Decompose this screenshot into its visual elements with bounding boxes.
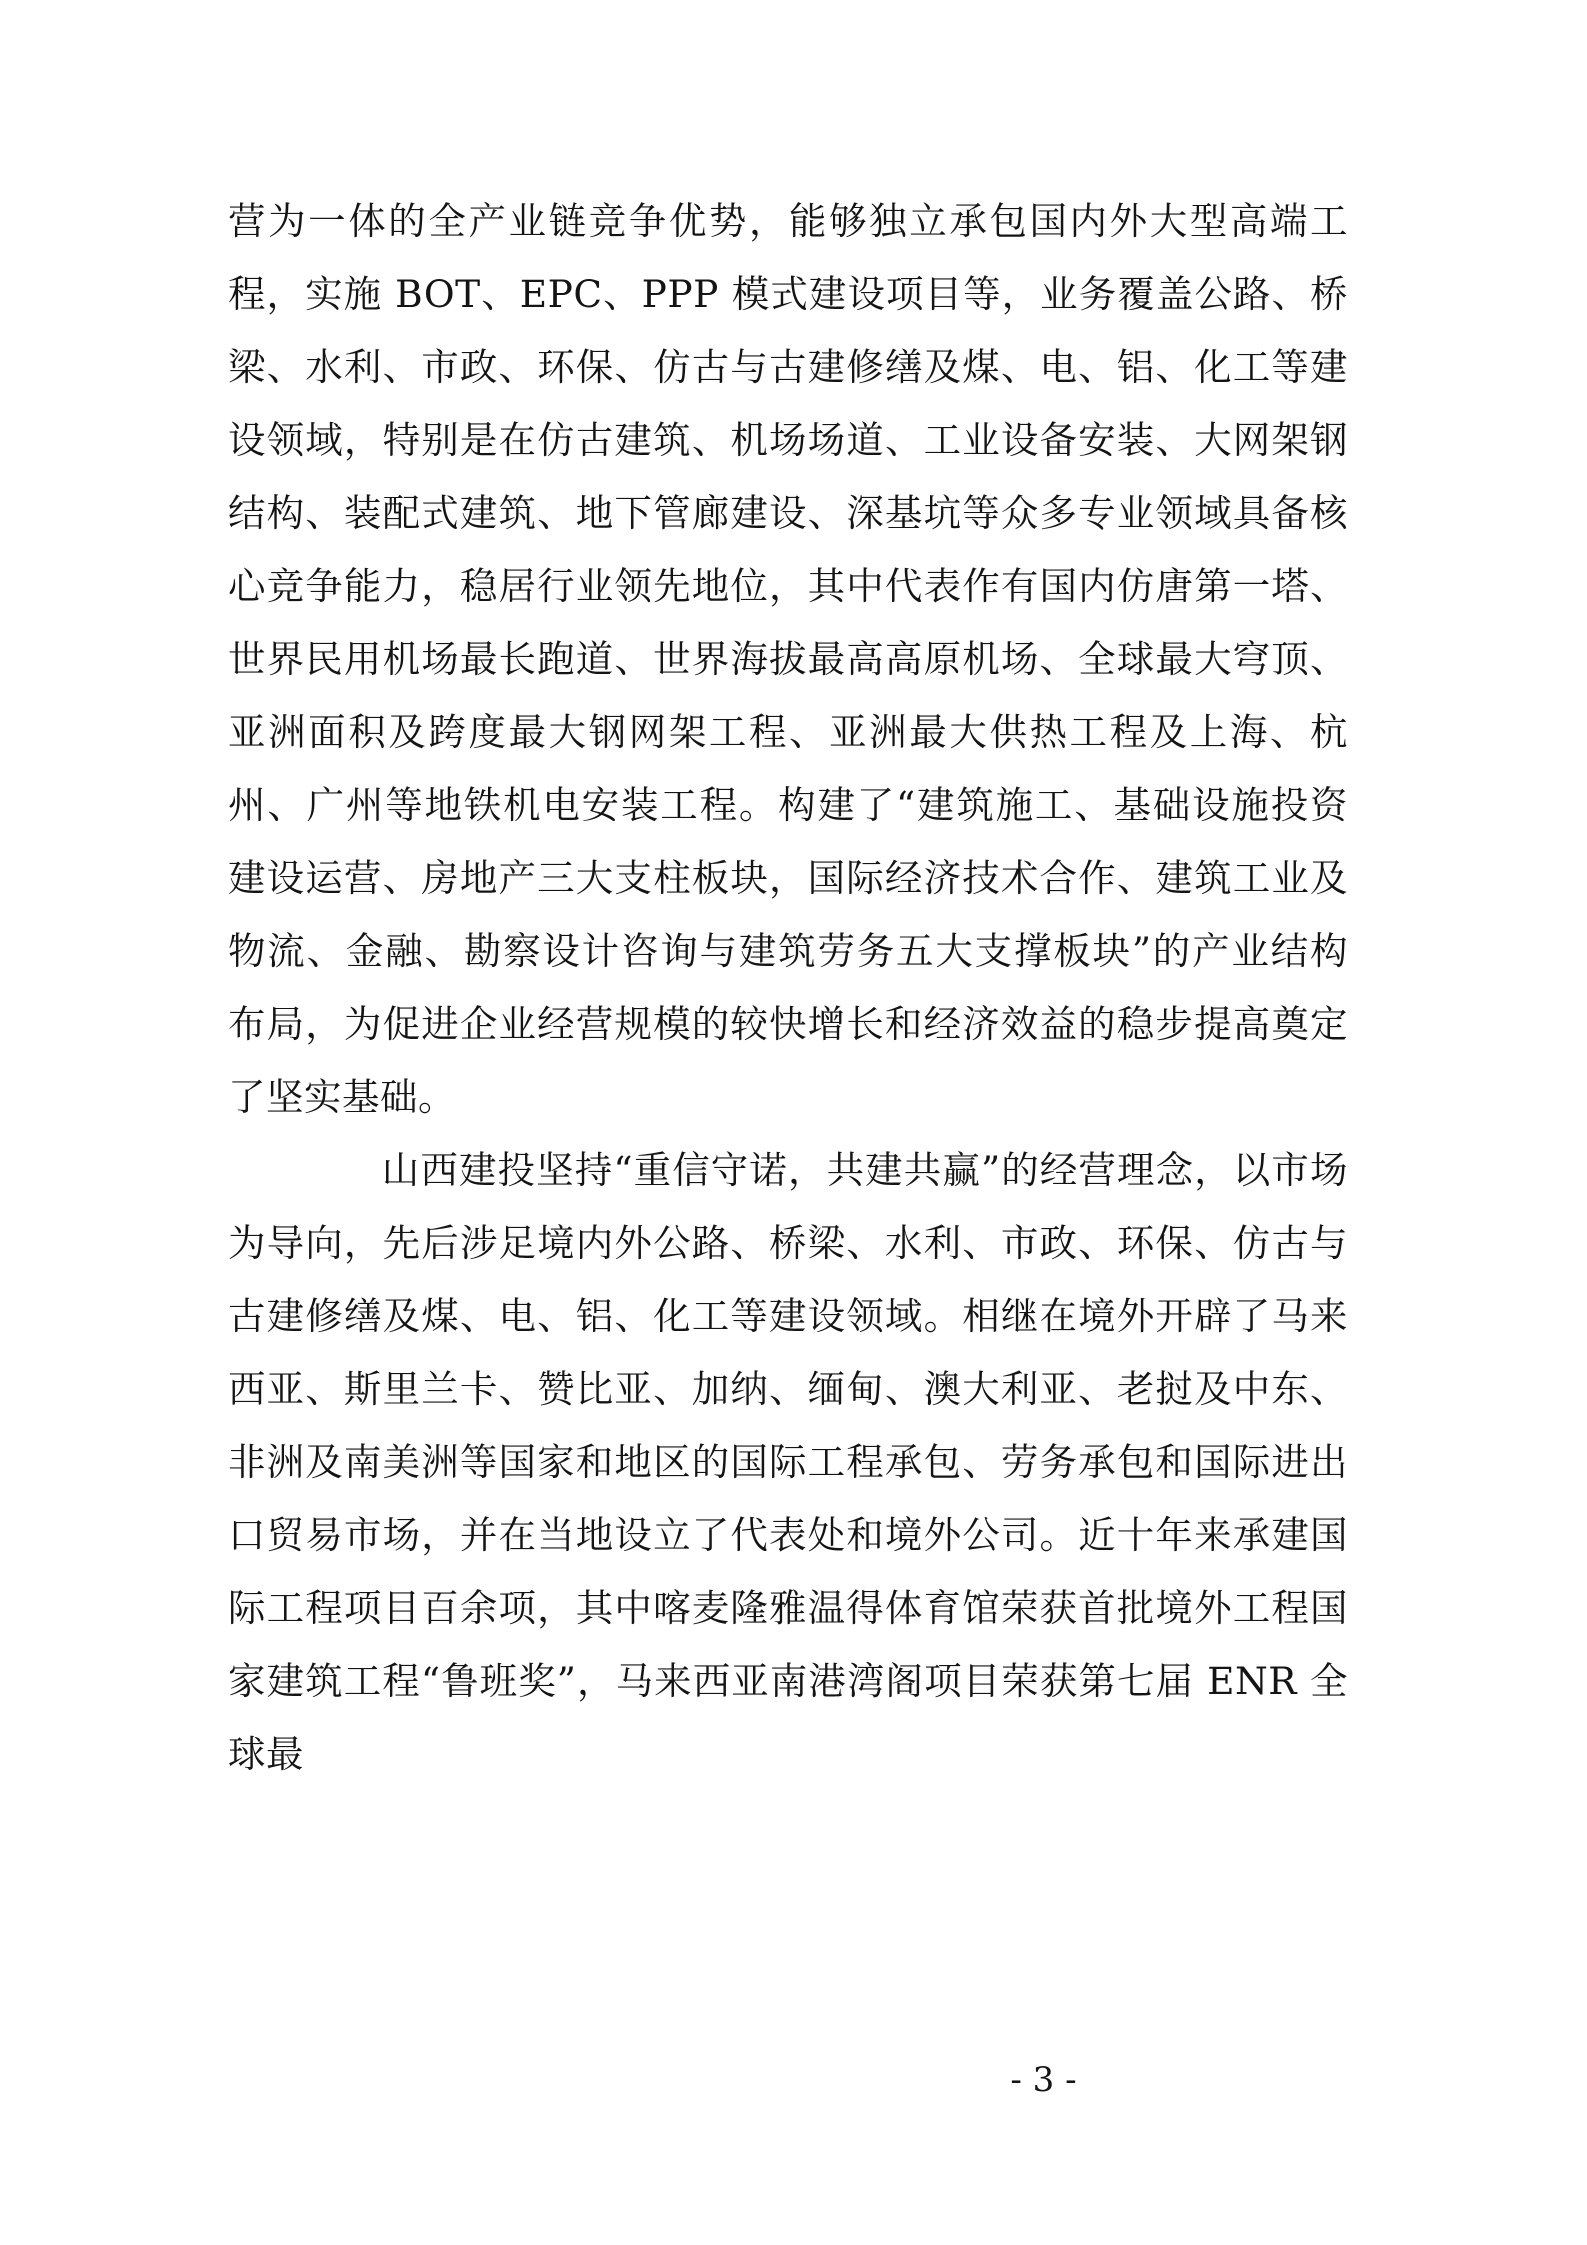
paragraph-1: 营为一体的全产业链竞争优势，能够独立承包国内外大型高端工程，实施 BOT、EPC、PPP 模式建设项目等，业务覆盖公路、桥梁、水利、市政、环保、仿古与古建修缮及煤、电、铝、化工等建设领域，特别是在仿古建筑、机场场道、工业设备安装、大网架钢结构、装配式建筑、地下管廊建设、深基坑等众多专业领域具备核心竞争能力，稳居行业领先地位，其中代表作有国内仿唐第一塔、世界民用机场最长跑道、世界海拔最高高原机场、全球最大穹顶、亚洲面积及跨度最大钢网架工程、亚洲最大供热工程及上海、杭州、广州等地铁机电安装工程。构建了“建筑施工、基础设施投资建设运营、房地产三大支柱板块，国际经济技术合作、建筑工业及物流、金融、勘察设计咨询与建筑劳务五大支撑板块”的产业结构布局，为促进企业经营规模的较快增长和经济效益的稳步提高奠定了坚实基础。 <box>228 199 1348 1119</box>
paragraph-2: 山西建投坚持“重信守诺，共建共赢”的经营理念，以市场为导向，先后涉足境内外公路、桥梁、水利、市政、环保、仿古与古建修缮及煤、电、铝、化工等建设领域。相继在境外开辟了马来西亚、斯里兰卡、赞比亚、加纳、缅甸、澳大利亚、老挝及中东、非洲及南美洲等国家和地区的国际工程承包、劳务承包和国际进出口贸易市场，并在当地设立了代表处和境外公司。近十年来承建国际工程项目百余项，其中喀麦隆雅温得体育馆荣获首批境外工程国家建筑工程“鲁班奖”，马来西亚南港湾阁项目荣获第七届 ENR 全球最 <box>228 1148 1348 1776</box>
page-body <box>228 185 1348 1791</box>
page-number: - 3 - <box>1010 2060 1077 2100</box>
